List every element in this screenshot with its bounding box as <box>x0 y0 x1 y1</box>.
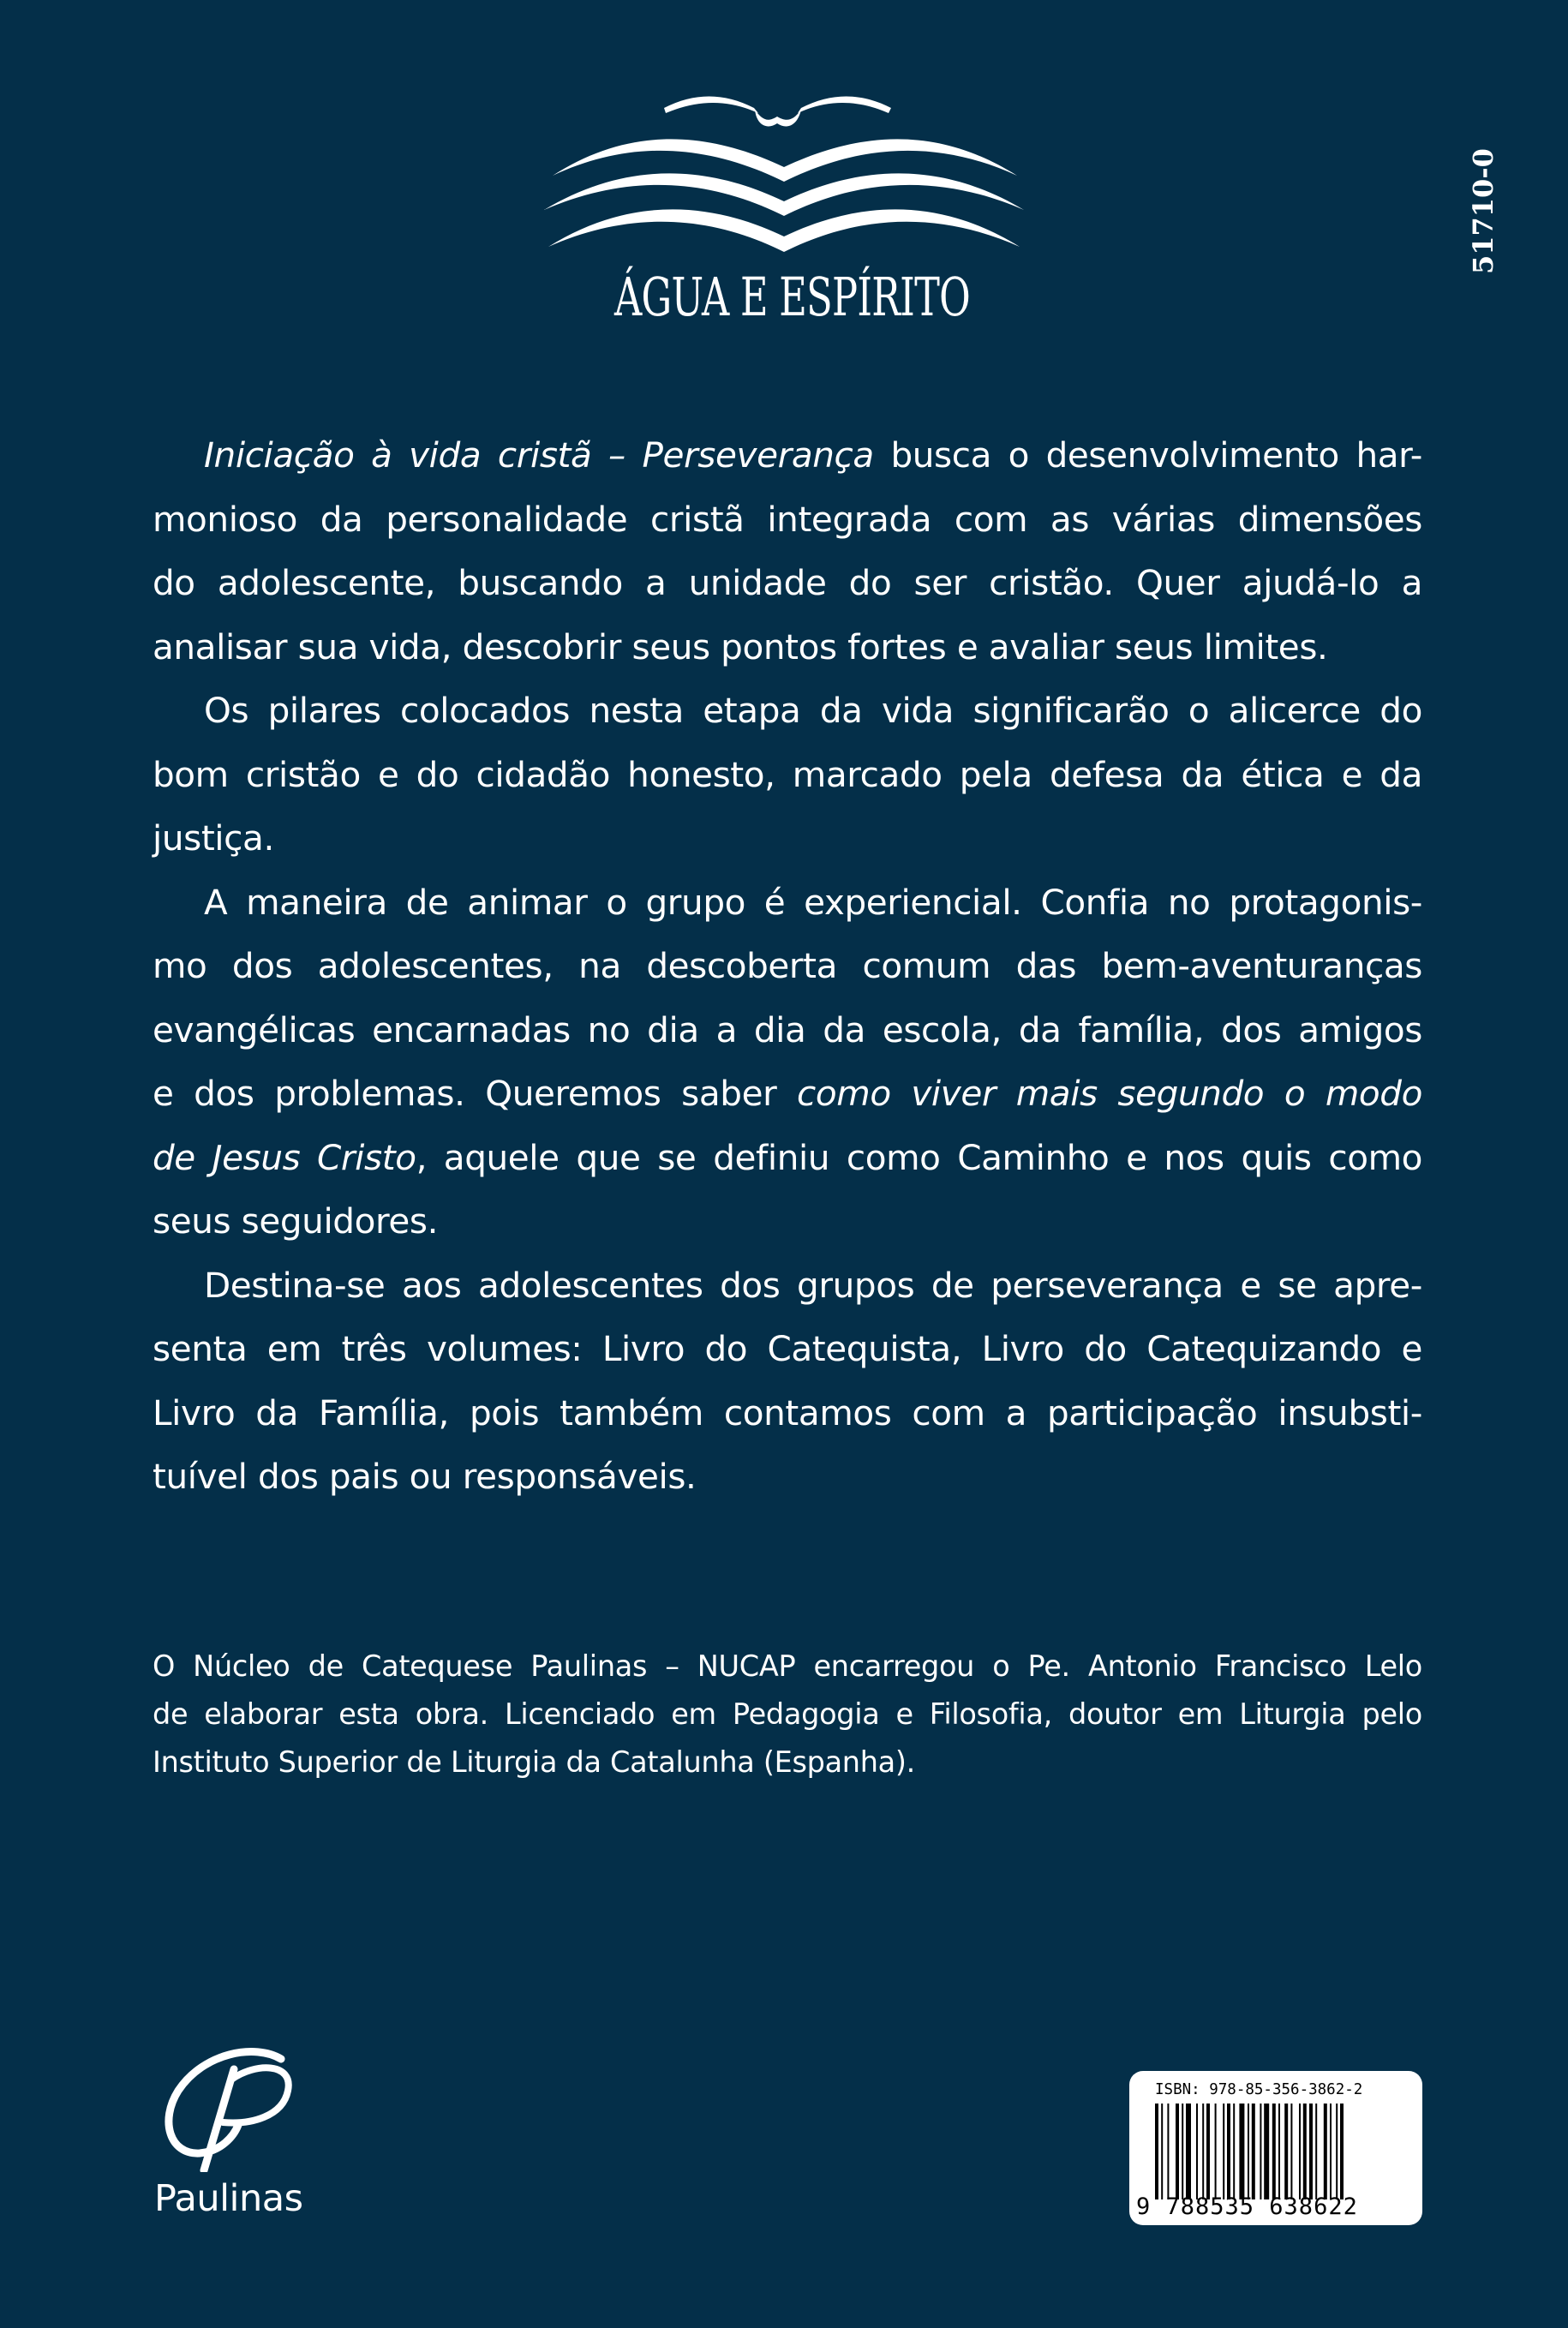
text: analisar sua vida, descobrir seus pontos fortes e avaliar seus limites. <box>153 625 1328 667</box>
barcode-bar <box>1223 2104 1224 2199</box>
text: e dos problemas. Queremos saber <box>153 1073 798 1114</box>
barcode-bar <box>1239 2104 1244 2199</box>
text: senta em três volumes: Livro do Catequista, Livro do Catequizando e <box>153 1328 1422 1369</box>
paragraph-line <box>153 615 1422 679</box>
italic-text: Iniciação à vida cristã – Perseverança <box>204 434 874 476</box>
barcode-bar <box>1324 2104 1327 2199</box>
paragraph-line <box>153 1445 1422 1509</box>
paragraph-line <box>153 1126 1422 1190</box>
isbn-label: ISBN: 978-85-356-3862-2 <box>1155 2081 1363 2098</box>
text: justiça. <box>153 817 274 859</box>
text: mo dos adolescentes, na descoberta comum das bem-aventuranças <box>153 945 1422 986</box>
barcode-digits: 9 788535 638622 <box>1136 2193 1358 2220</box>
italic-text: como viver mais segundo o modo <box>797 1073 1422 1114</box>
text: bom cristão e do cidadão honesto, marcado pela defesa da ética e da <box>153 753 1422 795</box>
barcode-bar <box>1290 2104 1292 2199</box>
paragraph-line <box>153 1381 1422 1445</box>
barcode-bar <box>1260 2104 1261 2199</box>
barcode-bars <box>1155 2104 1405 2199</box>
barcode-bar <box>1215 2104 1217 2199</box>
barcode-bar <box>1272 2104 1276 2199</box>
barcode-bar <box>1206 2104 1210 2199</box>
barcode-bar <box>1248 2104 1249 2199</box>
barcode-bar <box>1340 2104 1344 2199</box>
paragraph-line <box>153 1189 1422 1254</box>
barcode-bar <box>1176 2104 1179 2199</box>
author-note-line: O Núcleo de Catequese Paulinas – NUCAP encarregou o Pe. Antonio Francisco Lelo <box>153 1649 1422 1683</box>
barcode-bar <box>1330 2104 1332 2199</box>
text: , aquele que se definiu como Caminho e nos quis como <box>416 1136 1422 1178</box>
isbn-barcode <box>1129 2071 1422 2225</box>
author-note-line: de elaborar esta obra. Licenciado em Pedagogia e Filosofia, doutor em Liturgia pelo <box>153 1697 1422 1731</box>
barcode-bar <box>1309 2104 1313 2199</box>
paragraph-line <box>153 679 1422 743</box>
barcode-bar <box>1186 2104 1191 2199</box>
text: Destina-se aos adolescentes dos grupos de perseverança e se apre- <box>204 1264 1422 1306</box>
barcode-bar <box>1161 2104 1163 2199</box>
text: Livro da Família, pois também contamos com a participação insubsti- <box>153 1391 1422 1433</box>
paragraph-line <box>153 871 1422 935</box>
paragraph-2 <box>153 679 1422 871</box>
paragraph-4 <box>153 1254 1422 1509</box>
barcode-bar <box>1167 2104 1169 2199</box>
paragraph-line <box>153 1062 1422 1126</box>
paragraph-line <box>153 998 1422 1062</box>
barcode-bar <box>1227 2104 1230 2199</box>
paragraph-line <box>153 1317 1422 1381</box>
publisher-name: Paulinas <box>154 2177 303 2220</box>
paragraph-line <box>153 934 1422 998</box>
barcode-bar <box>1202 2104 1204 2199</box>
text: A maneira de animar o grupo é experiencial. Confia no protagonis- <box>204 881 1422 923</box>
text: do adolescente, buscando a unidade do ser cristão. Quer ajudá-lo a <box>153 562 1422 603</box>
author-note-line: Instituto Superior de Liturgia da Catalunha (Espanha). <box>153 1745 916 1779</box>
paragraph-line <box>153 806 1422 871</box>
publisher-logo <box>153 2044 324 2232</box>
barcode-bar <box>1299 2104 1301 2199</box>
paragraph-line <box>153 423 1422 488</box>
barcode-bar <box>1252 2104 1255 2199</box>
italic-text: de Jesus Cristo <box>153 1136 416 1178</box>
barcode-bar <box>1196 2104 1198 2199</box>
text: Os pilares colocados nesta etapa da vida significarão o alicerce do <box>204 690 1422 731</box>
paulinas-p-logo-icon <box>153 2044 307 2172</box>
paragraph-line <box>153 551 1422 615</box>
barcode-bar <box>1336 2104 1338 2199</box>
barcode-bar <box>1182 2104 1183 2199</box>
barcode-bar <box>1315 2104 1317 2199</box>
barcode-bar <box>1284 2104 1288 2199</box>
paragraph-line <box>153 1254 1422 1318</box>
barcode-bar <box>1155 2104 1158 2199</box>
paragraph-3 <box>153 871 1422 1254</box>
water-waves-logo-icon <box>544 94 1024 257</box>
paragraph-line <box>153 743 1422 807</box>
text: busca o desenvolvimento har- <box>873 434 1422 476</box>
product-code: 51710-0 <box>1467 148 1499 274</box>
description-text <box>153 423 1422 1509</box>
text: seus seguidores. <box>153 1200 439 1242</box>
barcode-bar <box>1278 2104 1280 2199</box>
barcode-bar <box>1264 2104 1269 2199</box>
text: tuível dos pais ou responsáveis. <box>153 1456 697 1497</box>
author-note <box>153 1643 1422 1786</box>
barcode-bar <box>1233 2104 1235 2199</box>
text: evangélicas encarnadas no dia a dia da escola, da família, dos amigos <box>153 1008 1422 1050</box>
barcode-bar <box>1303 2104 1307 2199</box>
paragraph-1 <box>153 423 1422 679</box>
text: monioso da personalidade cristã integrada com as várias dimensões <box>153 498 1422 540</box>
paragraph-line <box>153 488 1422 552</box>
series-title: ÁGUA E ESPÍRITO <box>614 266 971 328</box>
